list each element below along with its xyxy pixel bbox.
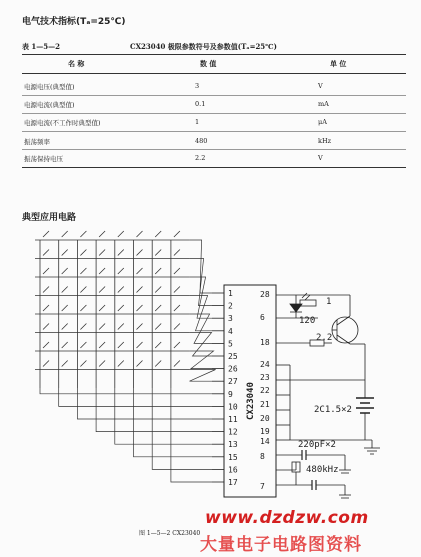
key-switch (99, 250, 105, 256)
table-header-name: 名 称 (68, 59, 85, 68)
watermark (200, 508, 421, 557)
matrix-row-lead (190, 370, 216, 382)
key-switch (155, 268, 161, 274)
key-switch (155, 342, 161, 348)
key-switch (155, 361, 161, 367)
key-switch (174, 250, 180, 256)
key-switch (80, 268, 86, 274)
key-switch (99, 287, 105, 293)
pin-number: 13 (228, 440, 238, 450)
left-pins (212, 289, 238, 487)
key-switch (137, 324, 143, 330)
key-switch (155, 231, 161, 237)
pin-number: 7 (260, 482, 265, 491)
key-switch (137, 287, 143, 293)
row-unit: kHz (318, 137, 332, 145)
key-switch (80, 231, 86, 237)
key-switch (62, 268, 68, 274)
key-switch (137, 342, 143, 348)
key-switch (80, 250, 86, 256)
table-number: 表 1—5—2 (22, 42, 61, 51)
key-switch (137, 361, 143, 367)
key-switch (174, 305, 180, 311)
pin-number: 26 (228, 364, 238, 374)
table-header-unit: 单 位 (330, 59, 347, 68)
table-caption: CX23040 极限参数符号及参数值(Tₐ=25℃) (130, 42, 277, 51)
pin-number: 20 (260, 414, 270, 423)
key-switch (155, 287, 161, 293)
pin-number: 6 (260, 313, 265, 322)
row-value: 3 (195, 82, 200, 90)
key-switch (118, 361, 124, 367)
pin-number: 1 (228, 289, 233, 298)
key-switch (137, 268, 143, 274)
row-name: 电源电压(典型值) (24, 83, 75, 91)
key-switch (62, 305, 68, 311)
key-switch (43, 287, 49, 293)
matrix-col-lead (77, 388, 212, 419)
section-title-specs: 电气技术指标(Tₐ=25℃) (22, 17, 126, 27)
row-name: 振荡保持电压 (24, 155, 63, 163)
key-switch (174, 231, 180, 237)
row-unit: V (318, 82, 323, 90)
table-header-value: 数 值 (200, 59, 217, 68)
pin-number: 25 (228, 352, 238, 361)
key-switch (137, 250, 143, 256)
matrix-row-lead (190, 351, 214, 369)
key-switch (62, 287, 68, 293)
row-value: 0.1 (195, 100, 206, 108)
key-switch (174, 268, 180, 274)
key-switch (137, 305, 143, 311)
key-switch (62, 361, 68, 367)
key-switch (43, 305, 49, 311)
pin-number: 5 (228, 339, 233, 349)
resistor-label-1: 1 (326, 297, 332, 307)
capacitor-label: 220pF×2 (298, 440, 336, 450)
right-pins (260, 290, 270, 491)
key-switch (118, 287, 124, 293)
ic-label: CX23040 (246, 382, 256, 420)
key-switch (118, 324, 124, 330)
key-switch (99, 268, 105, 274)
pin-number: 23 (260, 373, 270, 382)
key-switch (155, 324, 161, 330)
pin-number: 14 (260, 437, 270, 446)
pin-number: 22 (260, 386, 270, 395)
key-switch (99, 231, 105, 237)
key-switch (99, 305, 105, 311)
key-switch (118, 250, 124, 256)
section-title-circuit: 典型应用电路 (22, 213, 77, 223)
matrix-col-lead (59, 388, 212, 406)
figure-caption: 图 1—5—2 CX23040 (139, 530, 201, 537)
key-switch (80, 342, 86, 348)
key-switch (118, 231, 124, 237)
key-switch (174, 287, 180, 293)
key-switch (99, 361, 105, 367)
pin-number: 4 (228, 326, 233, 336)
row-value: 2.2 (195, 154, 206, 162)
row-unit: mA (318, 100, 329, 108)
pin-number: 24 (260, 360, 270, 369)
pin-number: 21 (260, 400, 270, 409)
pin-number: 16 (228, 465, 238, 475)
resistor-label-120: 120 (299, 316, 316, 326)
pin-number: 8 (260, 452, 265, 461)
matrix-leads (40, 240, 216, 482)
key-switch (43, 342, 49, 348)
resistor-icon (300, 300, 316, 306)
crystal-label: 480kHz (306, 465, 339, 475)
pin-number: 10 (228, 402, 238, 412)
pin-number: 18 (260, 338, 270, 347)
pin-number: 11 (228, 415, 238, 424)
row-unit: V (318, 154, 323, 162)
row-value: 1 (195, 118, 200, 126)
pin-number: 27 (228, 377, 238, 387)
key-switch (43, 361, 49, 367)
matrix-col-lead (115, 388, 212, 444)
key-switch (80, 287, 86, 293)
key-switch (174, 361, 180, 367)
key-switch (43, 324, 49, 330)
matrix-col-lead (96, 388, 212, 432)
row-name: 电源电流(典型值) (24, 101, 75, 109)
pin-number: 19 (260, 427, 270, 436)
key-switch (99, 342, 105, 348)
key-switch (137, 231, 143, 237)
resistor-label-2-2: 2.2 (316, 333, 333, 343)
battery-label: 2C1.5×2 (314, 405, 352, 415)
row-name: 电源电流(不工作时典型值) (24, 119, 101, 127)
pin-number: 15 (228, 452, 238, 462)
key-switch (43, 268, 49, 274)
pin-number: 9 (228, 389, 233, 399)
key-switch (62, 231, 68, 237)
row-name: 振荡频率 (24, 138, 50, 146)
pin-number: 17 (228, 478, 238, 487)
key-switch (118, 268, 124, 274)
key-switch (155, 305, 161, 311)
pin-number: 2 (228, 301, 233, 311)
matrix-col-lead (171, 388, 212, 482)
row-unit: μA (318, 118, 327, 126)
key-switch (155, 250, 161, 256)
key-switch (80, 305, 86, 311)
key-switch (62, 342, 68, 348)
matrix-col-lead (134, 388, 213, 457)
key-switch (99, 324, 105, 330)
pin-number: 28 (260, 290, 270, 299)
watermark-text: 大量电子电路图资料 (200, 535, 362, 555)
key-switch (62, 250, 68, 256)
key-switch (62, 324, 68, 330)
matrix-col-lead (40, 388, 212, 394)
keyboard-matrix (35, 231, 190, 388)
key-switch (43, 250, 49, 256)
matrix-col-lead (152, 388, 212, 469)
key-switch (174, 324, 180, 330)
row-value: 480 (195, 137, 208, 145)
key-switch (118, 342, 124, 348)
key-switch (118, 305, 124, 311)
key-switch (43, 231, 49, 237)
key-switch (174, 342, 180, 348)
pin-number: 3 (228, 314, 233, 324)
pin-number: 12 (228, 427, 238, 437)
key-switch (80, 324, 86, 330)
key-switch (80, 361, 86, 367)
watermark-url: www.dzdzw.com (205, 508, 369, 528)
matrix-row-lead (190, 333, 212, 357)
